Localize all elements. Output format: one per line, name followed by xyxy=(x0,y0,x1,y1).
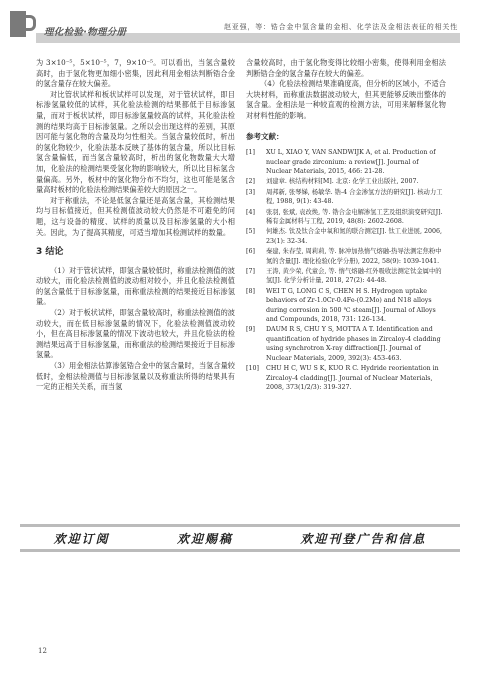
conclusion-paragraph: （4）化验法检测结果准确度高，但分析的区域小，不适合大块材料，而称重法数据波动较大，但其更能够反映出整体的氢含量。金相法是一种较直观的检测方法，可用来解释氢化物对材料性能的影响。 xyxy=(246,79,446,120)
body-paragraph: 含量较高时，由于氢化物变得比较细小密集，使得利用金相法判断锆合金的氢含量存在较大的偏差。 xyxy=(246,58,446,78)
reference-number: [9] xyxy=(246,326,255,334)
reference-item xyxy=(246,247,446,266)
reference-item xyxy=(246,177,446,186)
reference-item xyxy=(246,208,446,227)
conclusion-paragraph: （1）对于管状试样，即氢含量较低时，称重法检测值的波动较大，而化验法检测值的波动相对较小，并且化验法检测值的氢含量低于目标渗氢量，而称重法检测的结果接近目标渗氢量。 xyxy=(36,265,235,307)
journal-logo-mark-p xyxy=(26,15,36,31)
reference-number: [10] xyxy=(246,365,259,373)
reference-text: 何雄杰. 钛及钛合金中氧和氮的联合测定[J]. 钛工业进展, 2006, 23(1): 32-34. xyxy=(266,228,443,245)
reference-item xyxy=(246,227,446,246)
reference-item xyxy=(246,148,446,176)
promo-banner xyxy=(20,524,460,552)
reference-text: 秦建, 朱春莹, 周莉莉, 等. 脉冲加热惰气熔融-热导法测定焦粉中氮的含量[J]. 理化检验(化学分册), 2022, 58(9): 1039-1041. xyxy=(266,248,442,265)
reference-text: XU L, XIAO Y, VAN SANDWIJK A, et al. Production of nuclear grade zirconium: a review[J]. Journal of Nuclear Materials, 2015, 466: 21-28. xyxy=(266,149,436,175)
journal-logo-mark xyxy=(10,11,26,37)
reference-number: [5] xyxy=(246,228,255,236)
right-column xyxy=(246,58,446,393)
reference-item xyxy=(246,364,446,392)
banner-advertise: 欢迎刊登广告和信息 xyxy=(300,531,427,546)
reference-number: [3] xyxy=(246,188,255,196)
journal-logo-text: 理化检验·物理分册 xyxy=(44,27,127,38)
page-number: 12 xyxy=(38,647,47,655)
reference-text: CHU H C, WU S K, KUO R C. Hydride reorientation in Zircaloy-4 cladding[J]. Journal of Nuclear Materials, 2008, 373(1/2/3): 319-327. xyxy=(266,365,439,391)
body-paragraph: 为 3×10⁻⁵，5×10⁻⁵，7，9×10⁻⁵。可以看出，当氢含量较高时，由于氢化物更加细小密集，因此利用金相法判断锆合金的氢含量存在较大偏差。 xyxy=(36,58,235,89)
banner-submit: 欢迎赐稿 xyxy=(176,531,233,546)
banner-subscribe: 欢迎订阅 xyxy=(53,531,110,546)
conclusion-paragraph: （3）用金相法估算渗氢锆合金中的氢含量时，当氢含量较低时，金相法检测值与目标渗氢量以及称重法所得的结果具有一定的正相关关系，而当氢 xyxy=(36,361,235,392)
reference-number: [4] xyxy=(246,208,255,216)
reference-item xyxy=(246,188,446,207)
reference-text: WEI T G, LONG C S, CHEN H S. Hydrogen uptake behaviors of Zr-1.0Cr-0.4Fe-(0.2Mo) and N18 alloys during corrosion in 500 ℃ steam[J]. Journal of Alloys and Compounds, 2018, 731: 126-134. xyxy=(266,287,436,324)
reference-item xyxy=(246,287,446,325)
left-column xyxy=(36,58,235,393)
reference-list xyxy=(246,148,446,392)
body-paragraph: 对比管状试样和板状试样可以发现，对于管状试样，即目标渗氢量较低的试样，其化验法检测的结果都低于目标渗氢量，而对于板状试样，即目标渗氢量较高的试样，其化验法检测的结果均高于目标渗氢量。之所以会出现这样的差别，其原因可能与氢化物的含量及均匀性相关。当氢含量较低时，析出的氢化物较少，化验法基本反映了基体的氢含量，所以比目标氢含量偏低，而当氢含量较高时，析出的氢化物数量大大增加，化验法的检测结果受氢化物的影响较大，所以比目标氢含量偏高。另外，板材中的氢化物分布不均匀，这也可能是氢含量高时板材的化验法检测结果偏差较大的原因之一。 xyxy=(36,89,235,195)
section-title: 3 结论 xyxy=(36,247,64,258)
reference-item xyxy=(246,325,446,363)
reference-number: [2] xyxy=(246,178,255,186)
reference-text: 张羽, 张斌, 袁改焕, 等. 锆合金电解渗氢工艺及组织演变研究[J]. 稀有金属材料与工程, 2019, 48(8): 2602-2608. xyxy=(266,208,443,225)
reference-text: 周邦新, 张琴娣, 杨敏华. 锆-4 合金渗氢方法的研究[J]. 核动力工程, 1988, 9(1): 43-48. xyxy=(266,188,443,206)
reference-number: [1] xyxy=(246,149,255,157)
reference-text: 王涛, 黄少荣, 代童会, 等. 惰气熔融-红外吸收法测定钛金属中的氢[J]. 化学分析计量, 2018, 27(2): 44-48. xyxy=(266,268,442,285)
reference-item xyxy=(246,267,446,286)
references-title: 参考文献： xyxy=(246,131,284,141)
reference-text: DAUM R S, CHU Y S, MOTTA A T. Identification and quantification of hydride phases in Zircaloy-4 cladding using synchrotron X-ray diffraction[J]. Journal of Nuclear Materials, 2009, 392(3): 453-463. xyxy=(266,326,441,362)
conclusion-paragraph: （2）对于板状试样，即氢含量较高时，称重法检测值的波动较大，而在低目标渗氢量的情况下，化验法检测值波动较小，但在高目标渗氢量的情况下波动也较大，并且化验法的检测结果远高于目标渗氢量，而称重法的检测结果接近于目标渗氢量。 xyxy=(36,308,235,360)
reference-text: 刘建章. 核结构材料[M]. 北京: 化学工业出版社, 2007. xyxy=(266,178,419,186)
running-head: 赵亚强，等：锆合金中氢含量的金相、化学法及金相法表征的相关性 xyxy=(224,23,458,31)
page-header xyxy=(0,0,480,46)
reference-number: [8] xyxy=(246,287,255,295)
body-paragraph: 对于称重法，不论是低氢含量还是高氢含量，其检测结果均与目标值接近，但其检测值波动较大仍然是不可避免的问题，这与设备的精度、试样的质量以及目标渗氢量的大小相关。因此，为了提高其精度，可适当增加其检测试样的数量。 xyxy=(36,195,235,237)
reference-number: [6] xyxy=(246,248,255,256)
reference-number: [7] xyxy=(246,268,255,276)
